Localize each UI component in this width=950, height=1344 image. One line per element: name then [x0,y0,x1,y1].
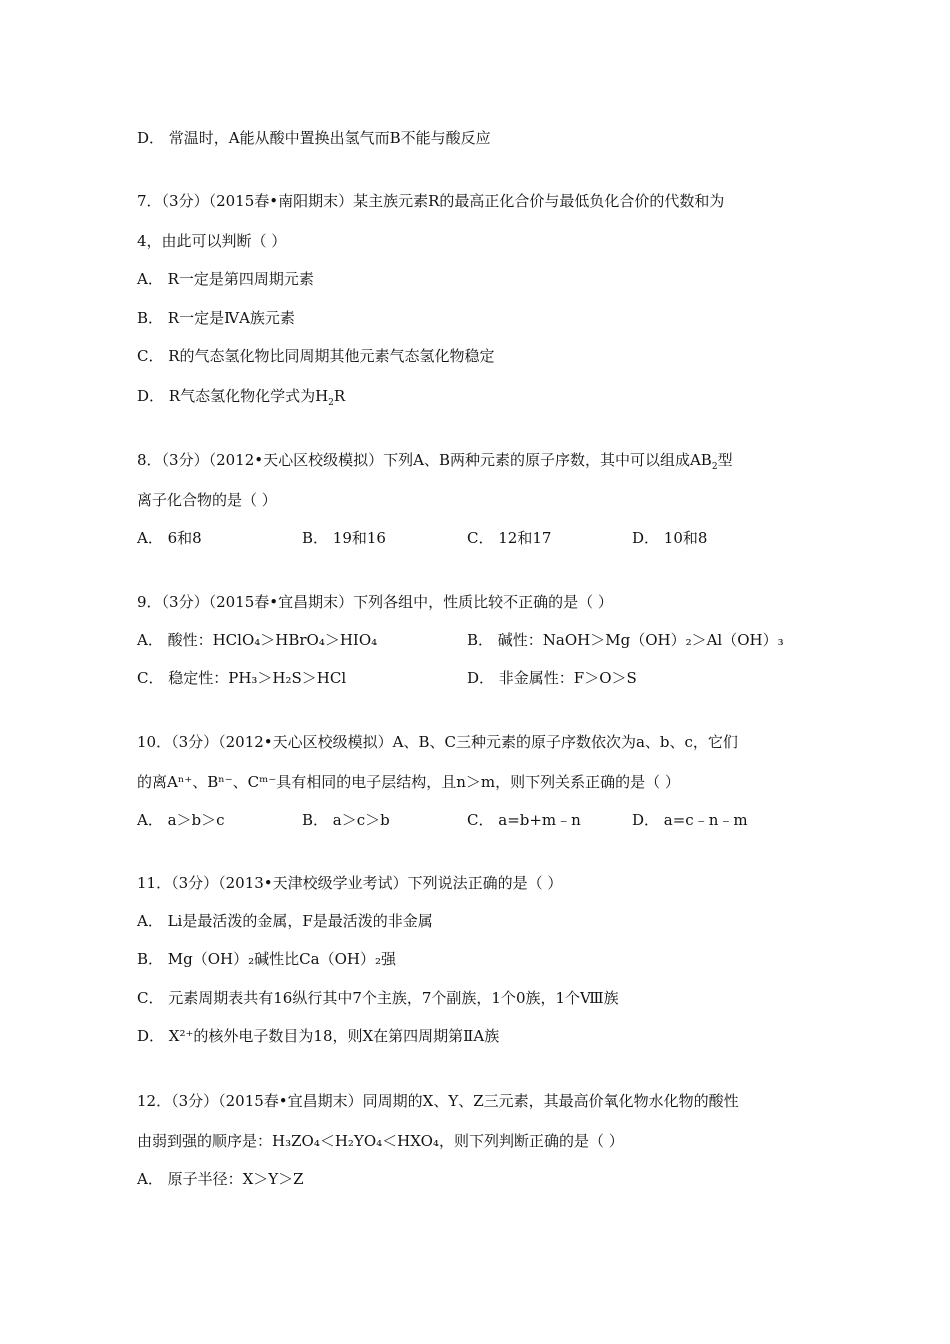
q10-stem-line2: 的离Aⁿ⁺、Bⁿ⁻、Cᵐ⁻具有相同的电子层结构，且n＞m，则下列关系正确的是（ ） [137,773,680,791]
q9-option-c: C． 稳定性：PH₃＞H₂S＞HCl [137,669,347,687]
q8-option-c: C． 12和17 [467,529,552,547]
q6-option-d: D． 常温时，A能从酸中置换出氢气而B不能与酸反应 [137,129,491,147]
q11-option-c: C． 元素周期表共有16纵行其中7个主族，7个副族，1个0族，1个Ⅷ族 [137,989,619,1007]
q7-option-b: B． R一定是ⅣA族元素 [137,309,295,327]
q7-stem-line2: 4，由此可以判断（ ） [137,232,287,250]
q7-stem-line1: 7．（3分）（2015春•南阳期末）某主族元素R的最高正化合价与最低负化合价的代数和为 [137,192,725,210]
q7-option-a: A． R一定是第四周期元素 [137,270,314,288]
q10-stem-line1: 10．（3分）（2012•天心区校级模拟）A、B、C三种元素的原子序数依次为a、b、c，它们 [137,733,738,751]
q10-option-a: A． a＞b＞c [137,811,225,829]
q10-option-b: B． a＞c＞b [302,811,390,829]
q10-option-c: C． a=b+m﹣n [467,811,581,829]
q12-stem-line2: 由弱到强的顺序是：H₃ZO₄＜H₂YO₄＜HXO₄，则下列判断正确的是（ ） [137,1132,624,1150]
q8-option-a: A． 6和8 [137,529,202,547]
q11-option-b: B． Mg（OH）₂碱性比Ca（OH）₂强 [137,950,396,968]
q9-stem: 9．（3分）（2015春•宜昌期末）下列各组中，性质比较不正确的是（ ） [137,593,613,611]
q9-option-b: B． 碱性：NaOH＞Mg（OH）₂＞Al（OH）₃ [467,631,784,649]
q7-option-d: D． R气态氢化物化学式为$H_2R$ [137,387,346,408]
q8-stem-line1: 8．（3分）（2012•天心区校级模拟）下列A、B两种元素的原子序数，其中可以组成$AB_2$型 [137,451,733,472]
q10-option-d: D． a=c﹣n﹣m [632,811,748,829]
q11-option-a: A． Li是最活泼的金属，F是最活泼的非金属 [137,912,433,930]
q9-option-a: A． 酸性：HClO₄＞HBrO₄＞HIO₄ [137,631,378,649]
q12-option-a: A． 原子半径：X＞Y＞Z [137,1170,304,1188]
q11-stem: 11．（3分）（2013•天津校级学业考试）下列说法正确的是（ ） [137,874,563,892]
q12-stem-line1: 12．（3分）（2015春•宜昌期末）同周期的X、Y、Z三元素，其最高价氧化物水化物的酸性 [137,1092,739,1110]
q8-stem-line2: 离子化合物的是（ ） [137,491,277,509]
q11-option-d: D． X²⁺的核外电子数目为18，则X在第四周期第ⅡA族 [137,1027,500,1045]
q8-option-d: D． 10和8 [632,529,708,547]
q8-option-b: B． 19和16 [302,529,386,547]
q7-option-c: C． R的气态氢化物比同周期其他元素气态氢化物稳定 [137,347,495,365]
q9-option-d: D． 非金属性：F＞O＞S [467,669,637,687]
